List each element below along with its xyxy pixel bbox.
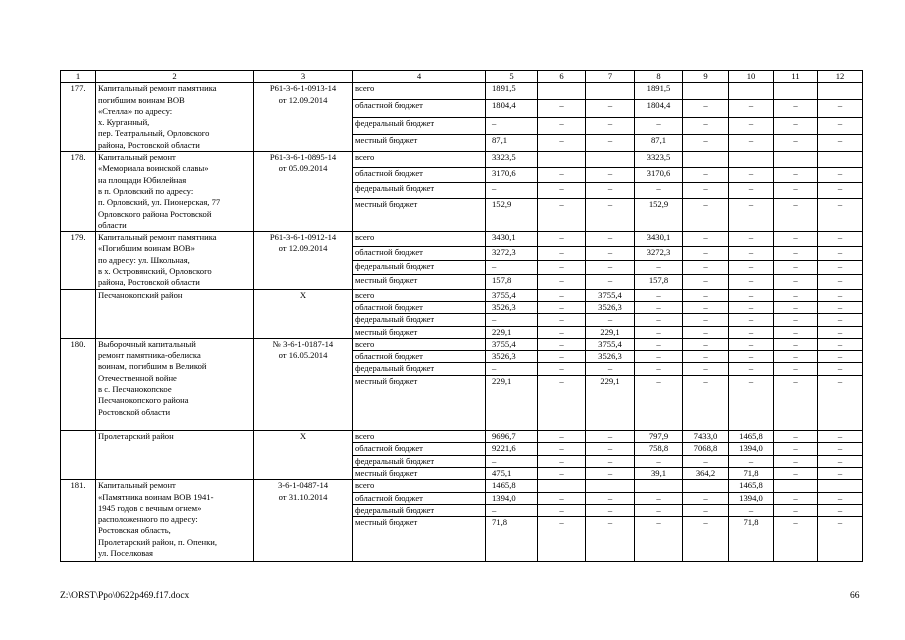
value-cell — [818, 83, 863, 100]
value-cell: 3526,3 — [586, 301, 635, 313]
budget-label: местный бюджет — [353, 198, 486, 231]
value-cell: – — [774, 338, 818, 350]
value-cell: – — [683, 517, 729, 562]
value-cell: – — [538, 198, 586, 231]
value-cell: 1394,0 — [486, 492, 538, 504]
value-cell: – — [586, 431, 635, 443]
value-cell: 3526,3 — [586, 351, 635, 363]
value-cell: 3526,3 — [486, 351, 538, 363]
value-cell: – — [538, 260, 586, 274]
value-cell: 229,1 — [586, 326, 635, 338]
value-cell — [683, 480, 729, 492]
document-code: Р61-3-6-1-0912-14 от 12.09.2014 — [254, 232, 353, 289]
value-cell: – — [818, 289, 863, 301]
value-cell: 3430,1 — [635, 232, 683, 246]
value-cell: – — [538, 289, 586, 301]
value-cell: – — [729, 117, 774, 134]
value-cell: 9696,7 — [486, 431, 538, 443]
value-cell — [729, 83, 774, 100]
table-row — [61, 480, 863, 492]
value-cell: 87,1 — [635, 134, 683, 151]
budget-label: федеральный бюджет — [353, 183, 486, 199]
value-cell: 3272,3 — [635, 246, 683, 260]
value-cell: – — [586, 443, 635, 455]
value-cell: – — [538, 246, 586, 260]
value-cell: 1465,8 — [729, 431, 774, 443]
value-cell: – — [538, 492, 586, 504]
value-cell: – — [818, 275, 863, 289]
value-cell: 1465,8 — [729, 480, 774, 492]
value-cell: – — [774, 314, 818, 326]
value-cell: – — [635, 504, 683, 516]
value-cell: 3323,5 — [635, 152, 683, 168]
table-row — [61, 338, 863, 350]
value-cell: – — [818, 363, 863, 375]
value-cell: – — [774, 455, 818, 467]
value-cell: – — [635, 363, 683, 375]
value-cell: – — [818, 246, 863, 260]
value-cell: – — [729, 167, 774, 183]
value-cell: – — [818, 517, 863, 562]
value-cell: – — [635, 260, 683, 274]
column-number: 10 — [729, 71, 774, 83]
value-cell: – — [635, 289, 683, 301]
column-number: 5 — [486, 71, 538, 83]
value-cell: 1804,4 — [486, 100, 538, 117]
value-cell: – — [774, 492, 818, 504]
row-number: 181. — [61, 480, 96, 562]
value-cell: – — [635, 183, 683, 199]
value-cell: – — [818, 431, 863, 443]
table-row — [61, 83, 863, 100]
budget-label: всего — [353, 152, 486, 168]
value-cell: – — [683, 183, 729, 199]
value-cell: – — [774, 431, 818, 443]
value-cell: – — [683, 351, 729, 363]
value-cell: – — [586, 183, 635, 199]
budget-label: областной бюджет — [353, 301, 486, 313]
value-cell: – — [818, 100, 863, 117]
value-cell: – — [729, 100, 774, 117]
value-cell — [818, 152, 863, 168]
value-cell: – — [683, 275, 729, 289]
column-number: 4 — [353, 71, 486, 83]
value-cell: – — [586, 314, 635, 326]
table-row — [61, 289, 863, 301]
document-code: 3-6-1-0487-14 от 31.10.2014 — [254, 480, 353, 562]
value-cell: – — [586, 363, 635, 375]
value-cell: – — [729, 198, 774, 231]
value-cell: 229,1 — [586, 375, 635, 430]
object-name: Песчанокопский район — [96, 289, 254, 338]
value-cell — [683, 83, 729, 100]
value-cell: – — [586, 117, 635, 134]
value-cell: – — [818, 232, 863, 246]
value-cell: – — [683, 134, 729, 151]
value-cell: – — [729, 363, 774, 375]
value-cell: – — [774, 504, 818, 516]
row-number: 178. — [61, 152, 96, 232]
value-cell: 229,1 — [486, 326, 538, 338]
value-cell: – — [818, 134, 863, 151]
budget-label: федеральный бюджет — [353, 455, 486, 467]
value-cell: – — [818, 301, 863, 313]
value-cell: 3755,4 — [486, 289, 538, 301]
value-cell: – — [683, 167, 729, 183]
value-cell: – — [486, 363, 538, 375]
value-cell: – — [683, 455, 729, 467]
value-cell: 1394,0 — [729, 492, 774, 504]
header-row — [61, 71, 863, 83]
value-cell: – — [635, 517, 683, 562]
row-number: 179. — [61, 232, 96, 289]
value-cell: – — [486, 504, 538, 516]
value-cell: – — [774, 301, 818, 313]
value-cell: – — [729, 375, 774, 430]
table-row — [61, 232, 863, 246]
column-number: 6 — [538, 71, 586, 83]
value-cell: – — [586, 467, 635, 479]
budget-label: федеральный бюджет — [353, 260, 486, 274]
value-cell — [774, 152, 818, 168]
value-cell: – — [774, 117, 818, 134]
value-cell: – — [818, 260, 863, 274]
budget-label: местный бюджет — [353, 326, 486, 338]
value-cell: – — [538, 134, 586, 151]
value-cell: – — [586, 260, 635, 274]
value-cell: – — [818, 375, 863, 430]
value-cell — [538, 152, 586, 168]
value-cell: – — [774, 183, 818, 199]
value-cell: – — [635, 314, 683, 326]
value-cell: – — [683, 338, 729, 350]
value-cell — [586, 480, 635, 492]
value-cell: 7433,0 — [683, 431, 729, 443]
value-cell: – — [818, 443, 863, 455]
value-cell: – — [729, 338, 774, 350]
value-cell: 152,9 — [635, 198, 683, 231]
value-cell — [774, 83, 818, 100]
value-cell: – — [538, 183, 586, 199]
value-cell: – — [774, 167, 818, 183]
budget-label: федеральный бюджет — [353, 117, 486, 134]
column-number: 1 — [61, 71, 96, 83]
table-row — [61, 431, 863, 443]
object-name: Выборочный капитальный ремонт памятника-обелиска воинам, погибшим в Великой Отечественной войне в с. Песчанокопское Песчанокопского района Ростовской области — [96, 338, 254, 430]
row-number — [61, 289, 96, 338]
value-cell: – — [538, 100, 586, 117]
value-cell: – — [586, 246, 635, 260]
value-cell: – — [729, 289, 774, 301]
value-cell: 157,8 — [635, 275, 683, 289]
row-number: 180. — [61, 338, 96, 430]
budget-label: областной бюджет — [353, 167, 486, 183]
value-cell — [635, 480, 683, 492]
budget-label: местный бюджет — [353, 134, 486, 151]
value-cell: – — [486, 260, 538, 274]
table-row — [61, 152, 863, 168]
value-cell: – — [486, 314, 538, 326]
value-cell: – — [586, 198, 635, 231]
budget-label: всего — [353, 289, 486, 301]
document-code: Р61-3-6-1-0913-14 от 12.09.2014 — [254, 83, 353, 152]
value-cell: 758,8 — [635, 443, 683, 455]
value-cell: 1891,5 — [635, 83, 683, 100]
value-cell: – — [729, 301, 774, 313]
value-cell: – — [818, 338, 863, 350]
column-number: 3 — [254, 71, 353, 83]
value-cell: 3170,6 — [635, 167, 683, 183]
file-path: Z:\ORST\Ppo\0622p469.f17.docx — [60, 591, 190, 601]
value-cell: 7068,8 — [683, 443, 729, 455]
value-cell: – — [538, 167, 586, 183]
value-cell: – — [729, 504, 774, 516]
value-cell: 3323,5 — [486, 152, 538, 168]
value-cell: – — [683, 363, 729, 375]
value-cell: 3755,4 — [586, 289, 635, 301]
value-cell: – — [774, 467, 818, 479]
value-cell: – — [586, 275, 635, 289]
value-cell: 152,9 — [486, 198, 538, 231]
budget-label: местный бюджет — [353, 517, 486, 562]
document-code: № 3-6-1-0187-14 от 16.05.2014 — [254, 338, 353, 430]
value-cell: – — [818, 351, 863, 363]
value-cell: – — [818, 326, 863, 338]
budget-label: местный бюджет — [353, 375, 486, 430]
value-cell: – — [729, 275, 774, 289]
value-cell — [774, 480, 818, 492]
value-cell — [586, 152, 635, 168]
value-cell: – — [683, 326, 729, 338]
value-cell — [586, 83, 635, 100]
value-cell: – — [774, 517, 818, 562]
value-cell: – — [635, 338, 683, 350]
value-cell: – — [538, 467, 586, 479]
column-number: 2 — [96, 71, 254, 83]
table-body — [61, 71, 863, 562]
value-cell: – — [774, 326, 818, 338]
value-cell: – — [683, 260, 729, 274]
value-cell: – — [729, 134, 774, 151]
value-cell: – — [729, 326, 774, 338]
value-cell: – — [586, 517, 635, 562]
value-cell: – — [774, 363, 818, 375]
value-cell: – — [729, 260, 774, 274]
column-number: 9 — [683, 71, 729, 83]
object-name: Капитальный ремонт памятника «Погибшим воинам ВОВ» по адресу: ул. Школьная, в х. Островянский, Орловского района, Ростовской области — [96, 232, 254, 289]
value-cell: – — [635, 326, 683, 338]
value-cell: – — [635, 351, 683, 363]
value-cell: – — [818, 117, 863, 134]
value-cell: – — [774, 198, 818, 231]
value-cell: – — [774, 443, 818, 455]
value-cell: – — [538, 443, 586, 455]
value-cell: – — [683, 375, 729, 430]
value-cell: 797,9 — [635, 431, 683, 443]
value-cell: – — [774, 275, 818, 289]
value-cell: 39,1 — [635, 467, 683, 479]
document-code: Х — [254, 289, 353, 338]
budget-label: федеральный бюджет — [353, 504, 486, 516]
value-cell: – — [683, 100, 729, 117]
object-name: Капитальный ремонт «Мемориала воинской славы» на площади Юбилейная в п. Орловский по адресу: п. Орловский, ул. Пионерская, 77 Орловского района Ростовской области — [96, 152, 254, 232]
value-cell: – — [486, 183, 538, 199]
value-cell — [818, 480, 863, 492]
budget-label: областной бюджет — [353, 246, 486, 260]
value-cell: – — [486, 455, 538, 467]
value-cell: – — [774, 100, 818, 117]
budget-label: всего — [353, 83, 486, 100]
value-cell: – — [818, 167, 863, 183]
value-cell: – — [683, 504, 729, 516]
value-cell: – — [586, 134, 635, 151]
value-cell: – — [774, 232, 818, 246]
value-cell: 157,8 — [486, 275, 538, 289]
value-cell: – — [818, 183, 863, 199]
value-cell: – — [774, 289, 818, 301]
budget-label: всего — [353, 480, 486, 492]
document-code: Х — [254, 431, 353, 480]
value-cell: 1465,8 — [486, 480, 538, 492]
value-cell: – — [486, 117, 538, 134]
value-cell: 3430,1 — [486, 232, 538, 246]
value-cell: – — [538, 504, 586, 516]
value-cell: – — [729, 183, 774, 199]
value-cell — [538, 480, 586, 492]
value-cell: – — [538, 275, 586, 289]
value-cell — [538, 83, 586, 100]
value-cell: – — [635, 301, 683, 313]
value-cell: – — [774, 351, 818, 363]
column-number: 11 — [774, 71, 818, 83]
page-number: 66 — [850, 591, 860, 601]
value-cell: – — [683, 301, 729, 313]
budget-label: всего — [353, 338, 486, 350]
value-cell: 475,1 — [486, 467, 538, 479]
value-cell: – — [774, 260, 818, 274]
value-cell: – — [586, 492, 635, 504]
value-cell: – — [538, 326, 586, 338]
value-cell: – — [538, 363, 586, 375]
object-name: Пролетарский район — [96, 431, 254, 480]
value-cell: 71,8 — [729, 467, 774, 479]
row-number: 177. — [61, 83, 96, 152]
value-cell — [729, 152, 774, 168]
value-cell: – — [538, 351, 586, 363]
value-cell: 229,1 — [486, 375, 538, 430]
value-cell: – — [818, 467, 863, 479]
value-cell: – — [683, 289, 729, 301]
budget-label: областной бюджет — [353, 443, 486, 455]
value-cell: – — [538, 375, 586, 430]
row-number — [61, 431, 96, 480]
column-number: 8 — [635, 71, 683, 83]
value-cell: 364,2 — [683, 467, 729, 479]
value-cell — [683, 152, 729, 168]
value-cell: – — [586, 167, 635, 183]
value-cell: – — [729, 232, 774, 246]
value-cell: – — [818, 455, 863, 467]
value-cell: 1394,0 — [729, 443, 774, 455]
value-cell: – — [683, 117, 729, 134]
value-cell: – — [683, 492, 729, 504]
value-cell: – — [729, 314, 774, 326]
budget-label: областной бюджет — [353, 100, 486, 117]
column-number: 12 — [818, 71, 863, 83]
value-cell: – — [586, 100, 635, 117]
budget-table — [60, 70, 863, 562]
value-cell: – — [774, 246, 818, 260]
value-cell: – — [538, 431, 586, 443]
value-cell: – — [683, 246, 729, 260]
value-cell: – — [729, 246, 774, 260]
value-cell: – — [538, 455, 586, 467]
value-cell: – — [729, 455, 774, 467]
value-cell: – — [683, 198, 729, 231]
budget-label: местный бюджет — [353, 275, 486, 289]
value-cell: 3272,3 — [486, 246, 538, 260]
value-cell: – — [774, 134, 818, 151]
value-cell: – — [538, 338, 586, 350]
value-cell: – — [635, 492, 683, 504]
value-cell: 3526,3 — [486, 301, 538, 313]
value-cell: – — [538, 232, 586, 246]
value-cell: – — [683, 232, 729, 246]
value-cell: 3755,4 — [486, 338, 538, 350]
value-cell: 9221,6 — [486, 443, 538, 455]
object-name: Капитальный ремонт «Памятника воинам ВОВ 1941- 1945 годов с вечным огнем» расположенного по адресу: Ростовская область, Пролетарский район, п. Опенки, ул. Поселковая — [96, 480, 254, 562]
value-cell: 1804,4 — [635, 100, 683, 117]
value-cell: – — [635, 375, 683, 430]
value-cell: – — [635, 117, 683, 134]
budget-label: местный бюджет — [353, 467, 486, 479]
budget-label: областной бюджет — [353, 351, 486, 363]
value-cell: – — [635, 455, 683, 467]
value-cell: – — [683, 314, 729, 326]
budget-label: областной бюджет — [353, 492, 486, 504]
value-cell: – — [586, 232, 635, 246]
value-cell: – — [818, 492, 863, 504]
budget-label: всего — [353, 431, 486, 443]
value-cell: – — [586, 455, 635, 467]
object-name: Капитальный ремонт памятника погибшим воинам ВОВ «Стелла» по адресу: х. Курганный, пер. Театральный, Орловского района, Ростовской области — [96, 83, 254, 152]
budget-label: федеральный бюджет — [353, 363, 486, 375]
value-cell: – — [586, 504, 635, 516]
value-cell: – — [538, 117, 586, 134]
value-cell: – — [818, 314, 863, 326]
value-cell: – — [818, 504, 863, 516]
budget-label: всего — [353, 232, 486, 246]
value-cell: – — [774, 375, 818, 430]
value-cell: 3755,4 — [586, 338, 635, 350]
value-cell: – — [818, 198, 863, 231]
value-cell: – — [538, 314, 586, 326]
value-cell: – — [538, 517, 586, 562]
value-cell: – — [538, 301, 586, 313]
value-cell: 71,8 — [729, 517, 774, 562]
column-number: 7 — [586, 71, 635, 83]
value-cell: – — [729, 351, 774, 363]
value-cell: 3170,6 — [486, 167, 538, 183]
value-cell: 87,1 — [486, 134, 538, 151]
budget-label: федеральный бюджет — [353, 314, 486, 326]
value-cell: 1891,5 — [486, 83, 538, 100]
value-cell: 71,8 — [486, 517, 538, 562]
document-code: Р61-3-6-1-0895-14 от 05.09.2014 — [254, 152, 353, 232]
